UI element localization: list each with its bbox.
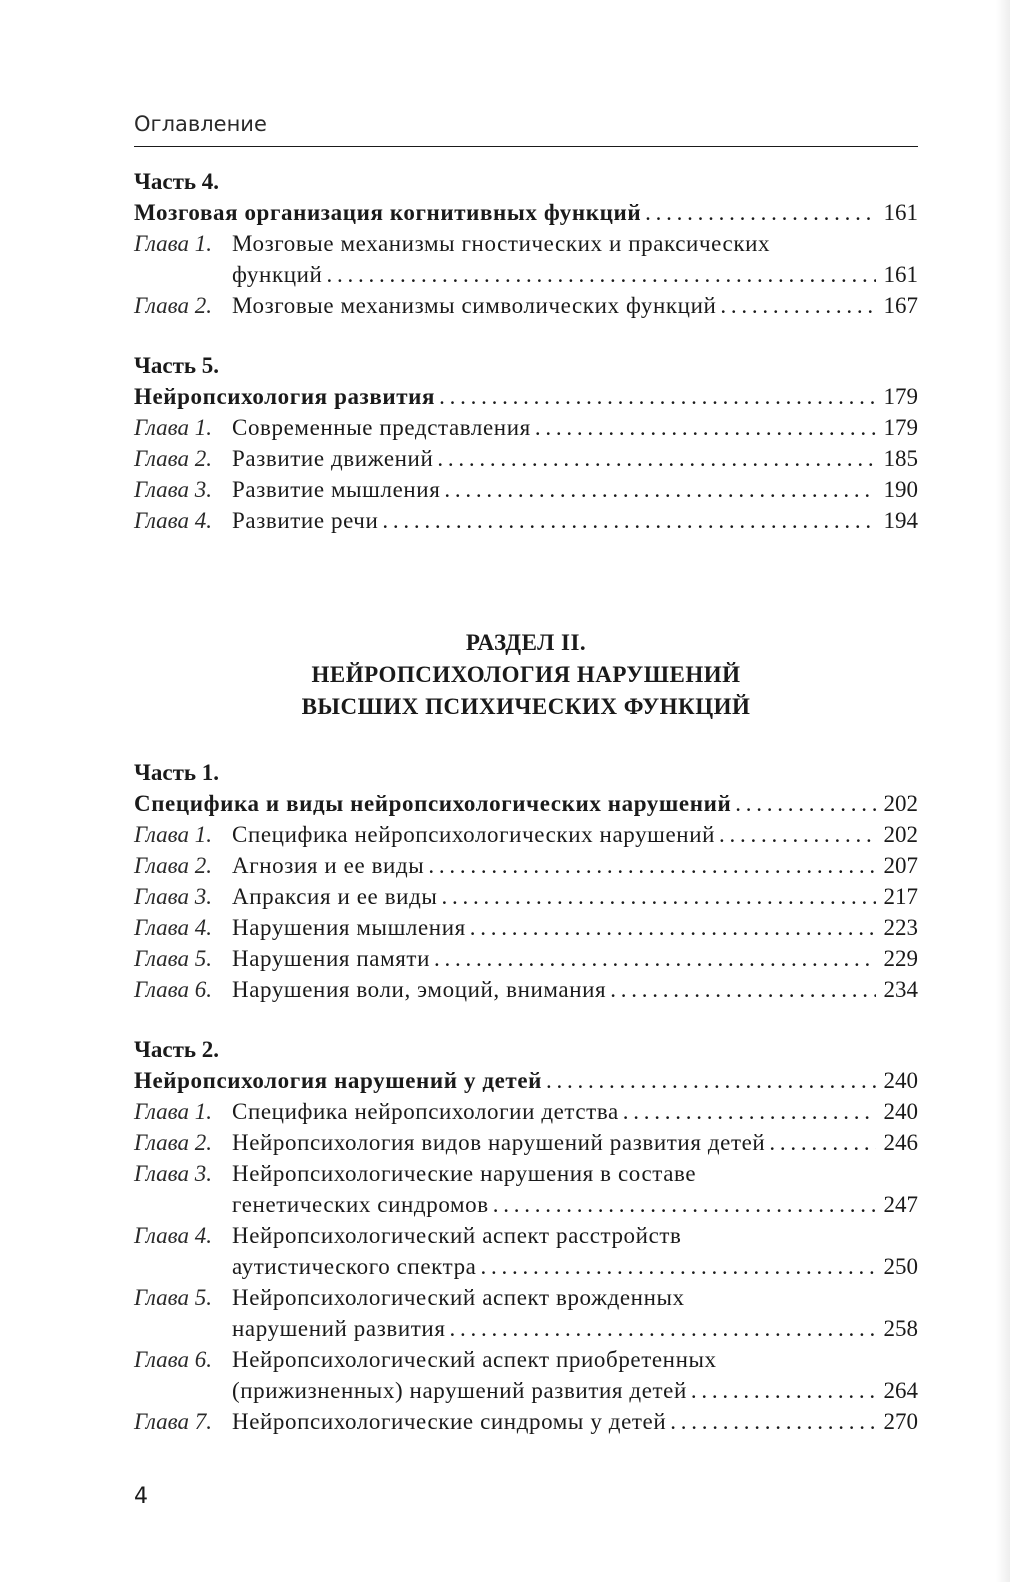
spacer — [134, 536, 918, 627]
chapter-title-continued: генетических синдромов — [232, 1192, 489, 1217]
toc-entry-chapter[interactable] — [134, 819, 918, 850]
page-number: 179 — [883, 415, 918, 440]
page-number: 161 — [883, 200, 918, 225]
chapter-title: Специфика нейропсихологических нарушений — [232, 822, 716, 847]
toc-entry-part-title[interactable] — [134, 1065, 918, 1096]
toc-entry-chapter[interactable] — [134, 1158, 918, 1189]
header-rule — [134, 146, 918, 147]
dot-leader — [437, 443, 876, 474]
page-number: 240 — [883, 1068, 918, 1093]
chapter-label: Глава 4. — [134, 1223, 212, 1248]
dot-leader — [719, 819, 876, 850]
part-title: Специфика и виды нейропсихологических нарушений — [134, 791, 732, 816]
chapter-title: Агнозия и ее виды — [232, 853, 425, 878]
chapter-label: Глава 4. — [134, 508, 212, 533]
chapter-label: Глава 5. — [134, 1285, 212, 1310]
dot-leader — [434, 943, 876, 974]
chapter-title: Развитие мышления — [232, 477, 441, 502]
chapter-title-continued: нарушений развития — [232, 1316, 446, 1341]
chapter-title: Развитие речи — [232, 508, 379, 533]
dot-leader — [535, 412, 876, 443]
toc-entry-chapter[interactable] — [134, 1282, 918, 1313]
dot-leader — [493, 1189, 876, 1220]
part-label: Часть 2. — [134, 1037, 220, 1062]
chapter-title: Мозговые механизмы гностических и праксических — [232, 231, 771, 256]
part-label: Часть 1. — [134, 760, 220, 785]
part-title: Нейропсихология развития — [134, 384, 436, 409]
toc-entry-chapter[interactable] — [134, 974, 918, 1005]
toc-entry-chapter[interactable] — [134, 474, 918, 505]
chapter-title-continued: функций — [232, 262, 323, 287]
page-number: 229 — [883, 946, 918, 971]
dot-leader — [450, 1313, 876, 1344]
chapter-label: Глава 1. — [134, 231, 212, 256]
chapter-title: Нейропсихологические синдромы у детей — [232, 1409, 667, 1434]
page-number: 202 — [883, 822, 918, 847]
chapter-label: Глава 2. — [134, 293, 212, 318]
toc-entry-chapter[interactable] — [134, 1344, 918, 1375]
page-number: 167 — [883, 293, 918, 318]
dot-leader — [610, 974, 876, 1005]
chapter-label: Глава 2. — [134, 446, 212, 471]
page-number: 234 — [883, 977, 918, 1002]
spacer — [134, 1005, 918, 1034]
dot-leader — [623, 1096, 876, 1127]
chapter-label: Глава 5. — [134, 946, 212, 971]
chapter-title: Нарушения памяти — [232, 946, 430, 971]
chapter-title: Нейропсихологические нарушения в составе — [232, 1161, 697, 1186]
dot-leader — [645, 197, 876, 228]
page-number: 161 — [883, 262, 918, 287]
toc-entry-part-title[interactable] — [134, 197, 918, 228]
dot-leader — [769, 1127, 876, 1158]
chapter-title-continued: аутистического спектра — [232, 1254, 477, 1279]
toc-entry-chapter-continued[interactable] — [134, 1375, 918, 1406]
page-number: 264 — [883, 1378, 918, 1403]
toc-entry-chapter[interactable] — [134, 290, 918, 321]
dot-leader — [326, 259, 876, 290]
toc-part — [134, 757, 918, 1005]
toc-entry-chapter[interactable] — [134, 1220, 918, 1251]
dot-leader — [441, 881, 876, 912]
page-number: 270 — [883, 1409, 918, 1434]
toc-entry-chapter[interactable] — [134, 1406, 918, 1437]
dot-leader — [382, 505, 876, 536]
page-number: 250 — [883, 1254, 918, 1279]
page-number: 217 — [883, 884, 918, 909]
page-number: 207 — [883, 853, 918, 878]
page-edge-shadow — [996, 0, 1010, 1582]
toc-entry-chapter-continued[interactable] — [134, 1313, 918, 1344]
chapter-label: Глава 1. — [134, 822, 212, 847]
section-heading-line: ВЫСШИХ ПСИХИЧЕСКИХ ФУНКЦИЙ — [301, 694, 751, 719]
chapter-title: Нарушения мышления — [232, 915, 466, 940]
section-heading-line: РАЗДЕЛ II. — [465, 630, 587, 655]
page-number: 185 — [883, 446, 918, 471]
dot-leader — [428, 850, 876, 881]
toc-entry-chapter-continued[interactable] — [134, 1189, 918, 1220]
chapter-title: Нейропсихологический аспект приобретенных — [232, 1347, 717, 1372]
part-title: Мозговая организация когнитивных функций — [134, 200, 642, 225]
page-number: 258 — [883, 1316, 918, 1341]
page-number: 202 — [883, 791, 918, 816]
chapter-label: Глава 4. — [134, 915, 212, 940]
chapter-label: Глава 2. — [134, 1130, 212, 1155]
chapter-title: Развитие движений — [232, 446, 434, 471]
dot-leader — [720, 290, 876, 321]
chapter-title-continued: (прижизненных) нарушений развития детей — [232, 1378, 687, 1403]
chapter-title: Современные представления — [232, 415, 531, 440]
toc-entry-part-title[interactable] — [134, 381, 918, 412]
chapter-label: Глава 6. — [134, 977, 212, 1002]
spacer — [134, 723, 918, 757]
spacer — [134, 321, 918, 350]
toc-entry-chapter[interactable] — [134, 850, 918, 881]
toc-entry-chapter[interactable] — [134, 1127, 918, 1158]
toc-entry-chapter-continued[interactable] — [134, 1251, 918, 1282]
chapter-label: Глава 1. — [134, 1099, 212, 1124]
toc-entry-chapter[interactable] — [134, 228, 918, 259]
chapter-title: Мозговые механизмы символических функций — [232, 293, 717, 318]
chapter-title: Нейропсихология видов нарушений развития детей — [232, 1130, 766, 1155]
toc-entry-chapter[interactable] — [134, 412, 918, 443]
toc-part — [134, 350, 918, 536]
toc-entry-chapter[interactable] — [134, 1096, 918, 1127]
chapter-title: Нарушения воли, эмоций, внимания — [232, 977, 607, 1002]
page-number: 247 — [883, 1192, 918, 1217]
toc-entry-chapter[interactable] — [134, 881, 918, 912]
chapter-title: Специфика нейропсихологии детства — [232, 1099, 619, 1124]
page-number: 240 — [883, 1099, 918, 1124]
chapter-label: Глава 3. — [134, 1161, 212, 1186]
dot-leader — [691, 1375, 876, 1406]
toc-content — [134, 166, 918, 1437]
section-heading-line: НЕЙРОПСИХОЛОГИЯ НАРУШЕНИЙ — [311, 662, 741, 687]
page-number: 194 — [883, 508, 918, 533]
dot-leader — [470, 912, 876, 943]
page-number: 179 — [883, 384, 918, 409]
chapter-label: Глава 1. — [134, 415, 212, 440]
chapter-label: Глава 3. — [134, 884, 212, 909]
dot-leader — [546, 1065, 876, 1096]
part-title: Нейропсихология нарушений у детей — [134, 1068, 542, 1093]
chapter-label: Глава 2. — [134, 853, 212, 878]
chapter-title: Нейропсихологический аспект врожденных — [232, 1285, 685, 1310]
toc-entry-chapter-continued[interactable] — [134, 259, 918, 290]
chapter-title: Нейропсихологический аспект расстройств — [232, 1223, 682, 1248]
dot-leader — [480, 1251, 876, 1282]
dot-leader — [735, 788, 876, 819]
dot-leader — [439, 381, 876, 412]
toc-entry-part-title[interactable] — [134, 788, 918, 819]
page-folio: 4 — [134, 1484, 148, 1509]
part-label: Часть 5. — [134, 353, 220, 378]
chapter-label: Глава 7. — [134, 1409, 212, 1434]
chapter-title: Апраксия и ее виды — [232, 884, 438, 909]
toc-entry-chapter[interactable] — [134, 505, 918, 536]
toc-part — [134, 166, 918, 321]
toc-part — [134, 1034, 918, 1437]
part-label: Часть 4. — [134, 169, 220, 194]
page-number: 223 — [883, 915, 918, 940]
chapter-label: Глава 3. — [134, 477, 212, 502]
toc-entry-chapter[interactable] — [134, 912, 918, 943]
running-head: Оглавление — [134, 112, 267, 136]
page-number: 190 — [883, 477, 918, 502]
dot-leader — [670, 1406, 876, 1437]
toc-entry-chapter[interactable] — [134, 943, 918, 974]
chapter-label: Глава 6. — [134, 1347, 212, 1372]
toc-entry-chapter[interactable] — [134, 443, 918, 474]
dot-leader — [444, 474, 876, 505]
page-number: 246 — [883, 1130, 918, 1155]
section-heading — [134, 627, 918, 723]
